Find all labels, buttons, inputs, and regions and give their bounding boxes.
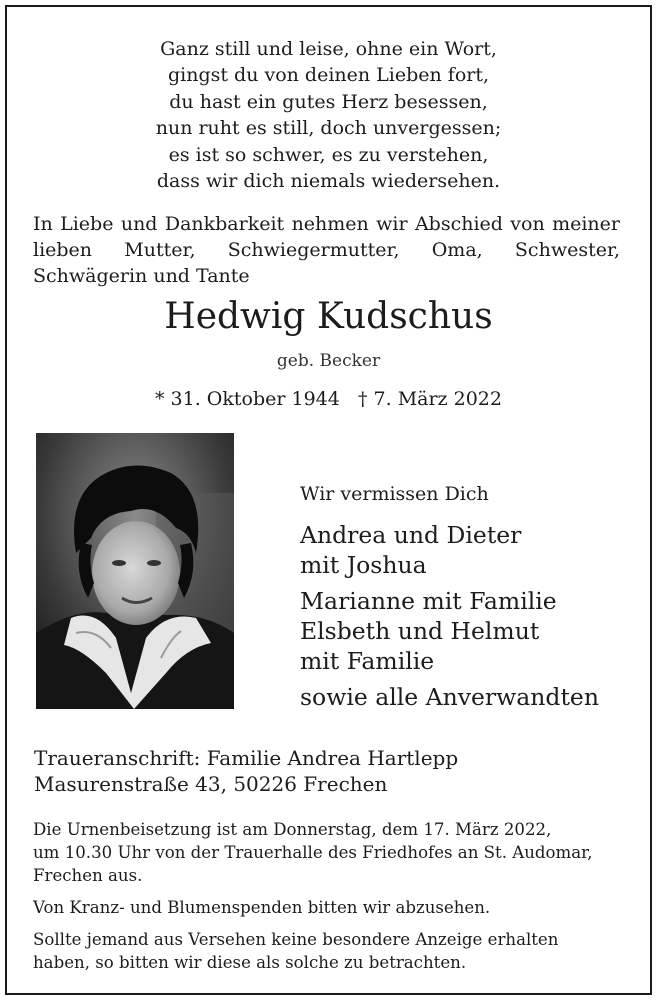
mourners-heading: Wir vermissen Dich [300,483,489,505]
notice-line: Von Kranz- und Blumenspenden bitten wir abzusehen. [33,898,491,917]
deceased-name: Hedwig Kudschus [164,296,493,337]
poem-line: nun ruht es still, doch unvergessen; [155,117,502,140]
flowers-notice [33,896,623,919]
address-line: Masurenstraße 43, 50226 Frechen [34,772,388,796]
intro-text: In Liebe und Dankbarkeit nehmen wir Abschied von meiner lieben Mutter, Schwiegermutter, Oma, Schwester, Schwägerin und Tante [33,213,620,287]
mourner-line: Andrea und Dieter [300,521,522,549]
apology-notice [33,928,623,974]
poem-line: dass wir dich niemals wiedersehen. [156,170,501,193]
mourner-line: sowie alle Anverwandten [300,683,599,711]
notice-line: Sollte jemand aus Versehen keine besondere Anzeige erhalten [33,930,559,949]
mourner-line: mit Familie [300,647,435,675]
portrait-photo [36,433,234,709]
birth-date: * 31. Oktober 1944 [155,388,340,410]
notice-line: haben, so bitten wir diese als solche zu betrachten. [33,953,467,972]
notice-line: um 10.30 Uhr von der Trauerhalle des Friedhofes an St. Audomar, [33,843,593,862]
burial-notice [33,818,623,887]
mourner-line: Elsbeth und Helmut [300,617,540,645]
mourner-line: Marianne mit Familie [300,587,557,615]
mourners-block [300,482,640,712]
notice-line: Die Urnenbeisetzung ist am Donnerstag, dem 17. März 2022, [33,820,552,839]
birth-name: geb. Becker [276,351,381,371]
poem-line: du hast ein gutes Herz besessen, [169,90,488,113]
notice-line: Frechen aus. [33,866,143,885]
address-line: Traueranschrift: Familie Andrea Hartlepp [34,746,459,770]
mourning-address [34,745,458,797]
death-date: † 7. März 2022 [357,388,502,410]
poem [0,36,657,194]
poem-line: gingst du von deinen Lieben fort, [167,64,490,87]
poem-line: es ist so schwer, es zu verstehen, [168,143,489,166]
poem-line: Ganz still und leise, ohne ein Wort, [160,38,497,60]
mourner-line: mit Joshua [300,551,427,579]
life-dates [0,387,657,411]
